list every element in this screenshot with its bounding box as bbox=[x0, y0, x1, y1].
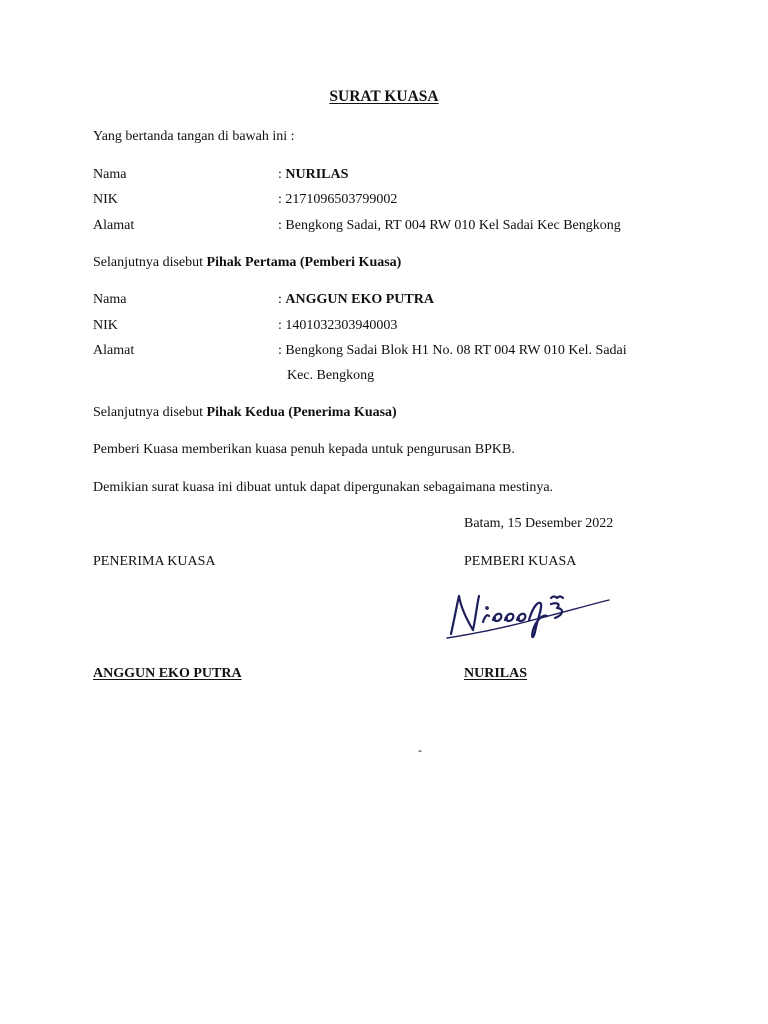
first-party-nik-value: 2171096503799002 bbox=[285, 192, 398, 207]
footer-mark: - bbox=[418, 743, 422, 757]
first-party-designation-text: Pihak Pertama (Pemberi Kuasa) bbox=[206, 255, 402, 270]
intro-text: Yang bertanda tangan di bawah ini : bbox=[93, 129, 295, 144]
statement-text: Pemberi Kuasa memberikan kuasa penuh kepada untuk pengurusan BPKB. bbox=[93, 442, 515, 457]
first-party-name-value: NURILAS bbox=[285, 167, 349, 182]
second-party-name-row bbox=[278, 293, 434, 307]
second-party-name-label: Nama bbox=[93, 292, 127, 307]
colon: : bbox=[278, 292, 282, 307]
colon: : bbox=[278, 192, 282, 207]
second-party-nik-row bbox=[278, 319, 397, 333]
signature-image bbox=[443, 586, 613, 646]
designation-prefix: Selanjutnya disebut bbox=[93, 405, 207, 420]
second-party-address-line2: Kec. Bengkong bbox=[287, 368, 375, 383]
first-party-address-value: Bengkong Sadai, RT 004 RW 010 Kel Sadai Kec Bengkong bbox=[285, 218, 621, 233]
first-party-designation bbox=[93, 256, 401, 270]
place-date: Batam, 15 Desember 2022 bbox=[464, 516, 614, 531]
colon: : bbox=[278, 218, 282, 233]
giver-heading: PEMBERI KUASA bbox=[464, 554, 577, 569]
document-title: SURAT KUASA bbox=[329, 88, 439, 105]
second-party-designation bbox=[93, 406, 397, 420]
designation-prefix: Selanjutnya disebut bbox=[93, 255, 207, 270]
first-party-address-label: Alamat bbox=[93, 218, 135, 233]
second-party-address-label: Alamat bbox=[93, 343, 135, 358]
second-party-nik-label: NIK bbox=[93, 318, 118, 333]
first-party-address-row bbox=[278, 219, 621, 233]
first-party-nik-row bbox=[278, 193, 397, 207]
second-party-name-value: ANGGUN EKO PUTRA bbox=[285, 292, 434, 307]
colon: : bbox=[278, 318, 282, 333]
receiver-name: ANGGUN EKO PUTRA bbox=[93, 666, 242, 681]
first-party-nik-label: NIK bbox=[93, 192, 118, 207]
first-party-name-label: Nama bbox=[93, 167, 127, 182]
colon: : bbox=[278, 167, 282, 182]
giver-name: NURILAS bbox=[464, 666, 528, 681]
second-party-address-row bbox=[278, 344, 627, 358]
closing-text: Demikian surat kuasa ini dibuat untuk dapat dipergunakan sebagaimana mestinya. bbox=[93, 480, 554, 495]
second-party-address-line1: Bengkong Sadai Blok H1 No. 08 RT 004 RW 010 Kel. Sadai bbox=[285, 343, 627, 358]
second-party-designation-text: Pihak Kedua (Penerima Kuasa) bbox=[206, 405, 397, 420]
second-party-nik-value: 1401032303940003 bbox=[285, 318, 398, 333]
colon: : bbox=[278, 343, 282, 358]
first-party-name-row bbox=[278, 168, 348, 182]
receiver-heading: PENERIMA KUASA bbox=[93, 554, 216, 569]
